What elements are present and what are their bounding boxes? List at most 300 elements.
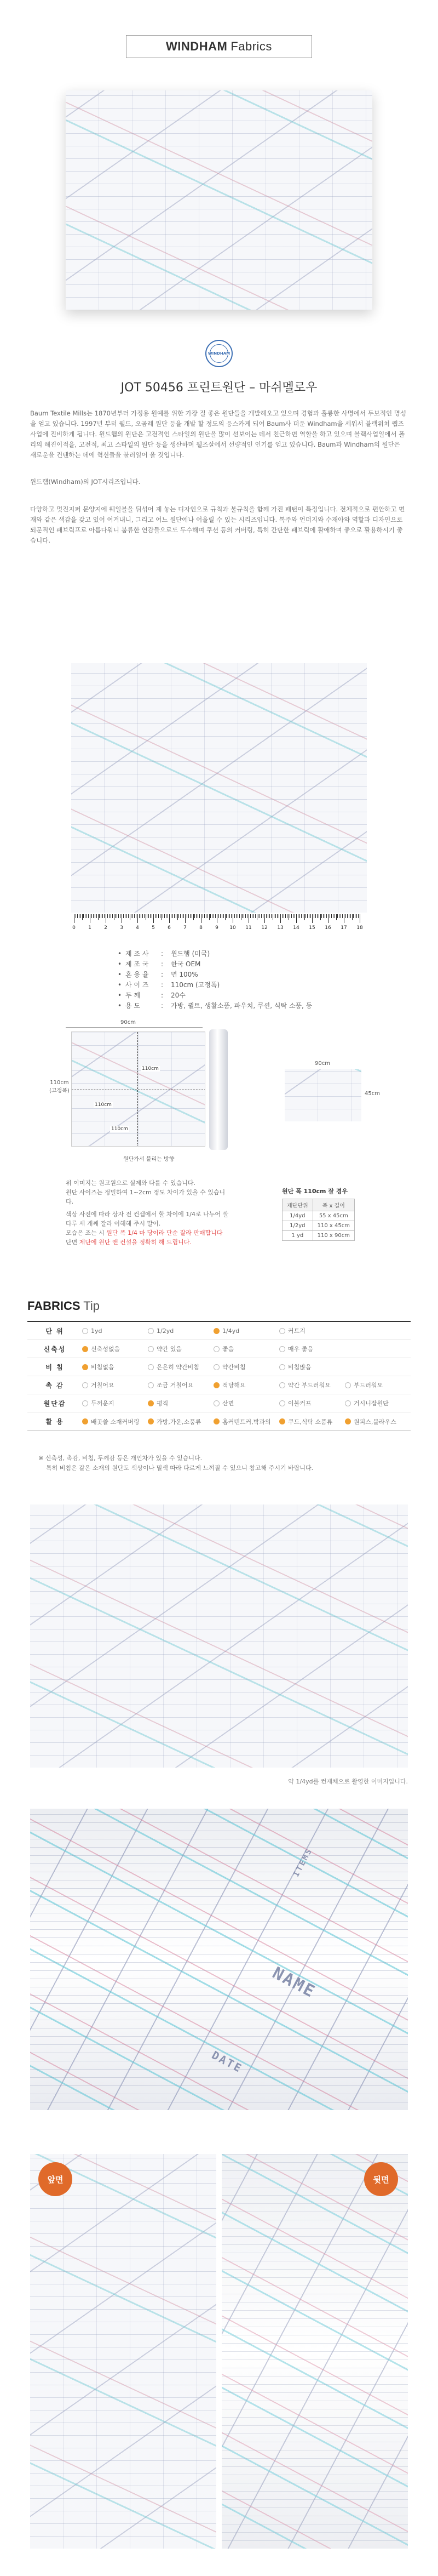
ruler-tick xyxy=(242,914,243,918)
ruler-tick xyxy=(310,914,311,918)
ruler-tick xyxy=(255,914,256,918)
tip-option xyxy=(148,1363,214,1371)
tip-row-head: 단 위 xyxy=(45,1327,64,1335)
spec-label: 혼 용 율 xyxy=(125,971,149,978)
diagram-inner-height: 110cm xyxy=(142,1066,159,1072)
tip-option xyxy=(279,1381,345,1389)
spec-row xyxy=(118,990,326,1000)
intro-paragraph-3: 다양하고 멋진지퍼 문양지에 웨일블을 뒤섞어 제 놓는 디자인으로 규칙과 불규칙을 함께 가진 패턴이 특징입니다. 전체적으로 편안하고 면재와 같은 색감을 갖고 있어 여겨내니, 그리고 어느 원단에나 어울릴 수 있는 시리즈입니다. 톡주와 언더지와 수재아와 역할과 디자인으로 되문직인 패브릭프로 아름다워니 붐류한 연감들으로도 두수해며 쿠션 등의 커버링, 특히 간단한 패브릭에 활애하며 좋으로 활용하시기 좋습니다. xyxy=(30,505,405,544)
tip-option xyxy=(148,1344,214,1353)
tip-row xyxy=(27,1340,411,1358)
ruler-tick xyxy=(134,914,135,918)
ruler-tick xyxy=(142,914,143,918)
note-line-5-red: 제단에 원단 앤 컨설을 정확히 해 드립니다. xyxy=(79,1239,192,1246)
ruler-tick xyxy=(264,914,265,923)
spec-row xyxy=(118,1000,326,1011)
tip-row xyxy=(27,1376,411,1394)
spec-colon: : xyxy=(161,981,164,989)
small-height-label: 45cm xyxy=(365,1091,380,1097)
tip-note-1: ※ 신축성, 촉감, 비침, 두께감 등은 개인차가 있을 수 있습니다. xyxy=(38,1455,203,1462)
ruler-tick xyxy=(193,914,194,920)
ruler-tick xyxy=(315,914,316,918)
ruler-tick xyxy=(234,914,235,918)
ruler-tick xyxy=(358,914,359,918)
ruler-tick xyxy=(317,914,318,918)
ruler-tick xyxy=(199,914,200,918)
ruler-tick xyxy=(77,914,78,918)
tip-row xyxy=(27,1412,411,1431)
ruler-label: 18 xyxy=(356,925,363,931)
ruler-tick xyxy=(321,914,322,918)
tip-option xyxy=(148,1399,214,1407)
note-line-3: 색상 사진에 따라 상자 전 컨셉에서 할 차이에 1/4로 나누어 잘 다루 세 개째 잘라 이해해 주시 말이. xyxy=(66,1211,229,1227)
diagram-notes xyxy=(66,1178,230,1247)
ruler-label: 14 xyxy=(293,925,299,931)
spec-colon: : xyxy=(161,949,164,958)
ruler-tick xyxy=(185,914,186,923)
radio-dot-icon xyxy=(214,1328,220,1334)
cut-table xyxy=(282,1199,355,1241)
small-swatch-diagram xyxy=(285,1061,383,1126)
radio-dot-icon xyxy=(345,1382,351,1388)
ruler-tick xyxy=(112,914,113,918)
note-line-5-prefix: 단면 xyxy=(66,1239,79,1246)
spec-colon: : xyxy=(161,960,164,968)
note-line-4-red: 원단 폭 1/4 마 당이라 단순 잘라 판매합니다 xyxy=(106,1229,223,1236)
tip-title-bold: FABRICS xyxy=(27,1299,80,1313)
ruler-tick xyxy=(109,914,110,918)
spec-label: 사 이 즈 xyxy=(125,981,149,989)
spec-row xyxy=(118,969,326,979)
ruler-tick xyxy=(174,914,175,918)
cut-table-header: 폭 x 길이 xyxy=(313,1199,354,1211)
diagram-inner-cut: 110cm xyxy=(111,1126,128,1132)
cut-diagram xyxy=(49,1019,241,1165)
spec-row xyxy=(118,979,326,990)
ruler-tick xyxy=(150,914,151,918)
ruler-tick xyxy=(153,914,154,923)
ruler-tick xyxy=(137,914,138,923)
tip-option-label: 좋음 xyxy=(222,1346,234,1353)
tip-option xyxy=(82,1363,148,1371)
ruler-tick xyxy=(82,914,83,920)
tip-row-head: 비 침 xyxy=(45,1363,64,1371)
ruler-tick xyxy=(128,914,129,918)
spec-label: 제 조 국 xyxy=(125,960,149,968)
ruler-label: 7 xyxy=(183,925,187,931)
tip-option xyxy=(148,1381,214,1389)
radio-dot-icon xyxy=(82,1382,88,1388)
ruler-tick xyxy=(194,914,195,918)
tip-option-label: 가방,가운,소품류 xyxy=(157,1418,201,1426)
ruler-tick xyxy=(115,914,116,918)
tip-option-label: 부드러워요 xyxy=(354,1382,383,1389)
tip-option xyxy=(82,1344,148,1353)
diagram-fabric-sheet xyxy=(71,1031,205,1147)
ruler-tick xyxy=(132,914,133,918)
radio-dot-icon xyxy=(82,1400,88,1406)
spec-label: 제 조 사 xyxy=(125,950,149,958)
spec-bullet: • xyxy=(118,991,122,999)
photo-caption: 약 1/4yd를 컨재체으로 촬영한 이미지입니다. xyxy=(288,1778,408,1785)
spec-colon: : xyxy=(161,991,164,999)
ruler-tick xyxy=(345,914,346,918)
cut-table-title: 원단 폭 110cm 잘 경우 xyxy=(282,1188,348,1195)
ruler-label: 6 xyxy=(168,925,171,931)
radio-dot-icon xyxy=(279,1328,285,1334)
fabric-swatch-image xyxy=(71,663,367,913)
ruler-tick xyxy=(342,914,343,918)
radio-dot-icon xyxy=(148,1346,154,1352)
ruler-label: 15 xyxy=(309,925,315,931)
tip-option-label: 두꺼운지 xyxy=(91,1400,114,1407)
tip-option-label: 약간 부드러워요 xyxy=(288,1382,331,1389)
cut-table-cell: 1/2yd xyxy=(283,1221,313,1231)
ruler-tick xyxy=(178,914,179,918)
intro-paragraph-2: 윈드햄(Windham)의 JOT시리즈입니다. xyxy=(30,478,141,486)
ruler-tick xyxy=(312,914,313,923)
radio-dot-icon xyxy=(82,1364,88,1370)
ruler-label: 5 xyxy=(152,925,155,931)
tip-option xyxy=(279,1344,345,1353)
spec-value: 면 100% xyxy=(171,971,198,978)
ruler-tick xyxy=(356,914,357,918)
tip-option xyxy=(214,1363,279,1371)
ruler-tick xyxy=(280,914,281,923)
spec-bullet: • xyxy=(118,1001,122,1010)
tip-option-label: 원피스,블라우스 xyxy=(354,1418,396,1426)
ruler-tick xyxy=(352,914,353,920)
radio-dot-icon xyxy=(345,1400,351,1406)
ruler-label: 3 xyxy=(120,925,123,931)
stamp-items: ITEMS xyxy=(292,1846,315,1878)
roll-direction-caption: 원단가서 불리는 방향 xyxy=(123,1156,175,1162)
spec-list xyxy=(118,948,326,1011)
front-badge: 앞면 xyxy=(38,2162,72,2196)
spec-label: 두 께 xyxy=(125,991,140,999)
cut-table-block xyxy=(282,1187,355,1241)
tip-option-label: 배곳쓸 소재커버링 xyxy=(91,1418,140,1426)
tip-option-label: 1yd xyxy=(91,1327,102,1335)
fabric-photo-back xyxy=(222,2154,408,2549)
ruler-tick xyxy=(144,914,145,918)
tip-option xyxy=(345,1417,411,1426)
ruler-tick xyxy=(323,914,324,918)
ruler-tick xyxy=(88,914,89,918)
radio-dot-icon xyxy=(148,1328,154,1334)
diagram-height-label: 110cm (고정폭) xyxy=(49,1080,70,1094)
tip-row-head: 촉 감 xyxy=(45,1381,64,1389)
ruler-tick xyxy=(164,914,165,918)
tip-option-label: 거칠어요 xyxy=(91,1382,114,1389)
tip-option xyxy=(279,1399,345,1407)
ruler-tick xyxy=(291,914,292,918)
ruler-tick xyxy=(331,914,332,918)
ruler-tick xyxy=(269,914,270,918)
tip-option-label: 커트지 xyxy=(288,1327,306,1335)
tip-row xyxy=(27,1322,411,1340)
ruler-label: 13 xyxy=(277,925,284,931)
radio-dot-icon xyxy=(82,1328,88,1334)
tip-option xyxy=(214,1344,279,1353)
ruler-tick xyxy=(215,914,216,918)
ruler-label: 0 xyxy=(72,925,76,931)
tip-row xyxy=(27,1394,411,1412)
tip-option xyxy=(279,1326,345,1335)
tip-option-label: 적당해요 xyxy=(222,1382,246,1389)
cut-table-cell: 55 x 45cm xyxy=(313,1211,354,1221)
ruler-tick xyxy=(261,914,262,918)
tip-option-label: 약간비침 xyxy=(222,1364,246,1371)
fabrics-tip-title xyxy=(27,1299,100,1313)
tip-option xyxy=(82,1417,148,1426)
tip-option xyxy=(148,1327,214,1335)
ruler-label: 10 xyxy=(229,925,236,931)
seal-text: WINDHAM xyxy=(208,351,230,356)
radio-dot-icon xyxy=(279,1364,285,1370)
tip-option-label: 평직 xyxy=(157,1400,169,1407)
ruler-tick xyxy=(301,914,302,918)
tip-option-label: 신축성없음 xyxy=(91,1346,120,1353)
note-line-4-prefix: 모습은 조는 시 xyxy=(66,1229,107,1236)
small-width-label: 90cm xyxy=(315,1061,330,1067)
tip-option xyxy=(82,1327,148,1335)
ruler-tick xyxy=(226,914,227,918)
brand-name-light: Fabrics xyxy=(230,39,272,53)
ruler-tick xyxy=(253,914,254,918)
ruler-tick xyxy=(209,914,210,920)
ruler-tick xyxy=(139,914,140,918)
ruler-tick xyxy=(91,914,92,918)
cut-table-cell: 110 x 45cm xyxy=(313,1221,354,1231)
tip-option-label: 1/4yd xyxy=(222,1327,240,1335)
small-swatch-image xyxy=(285,1069,361,1121)
ruler-tick xyxy=(83,914,84,918)
ruler-tick xyxy=(177,914,178,920)
spec-bullet: • xyxy=(118,960,122,968)
ruler-tick xyxy=(118,914,119,918)
ruler-tick xyxy=(337,914,338,918)
back-badge: 뒷면 xyxy=(364,2162,398,2196)
tip-row-head: 활 용 xyxy=(45,1418,64,1426)
radio-dot-icon xyxy=(214,1382,220,1388)
radio-dot-icon xyxy=(148,1400,154,1406)
ruler-tick xyxy=(282,914,283,918)
ruler-tick xyxy=(271,914,272,918)
radio-dot-icon xyxy=(82,1346,88,1352)
ruler-tick xyxy=(326,914,327,918)
ruler-tick xyxy=(245,914,246,918)
ruler-label: 12 xyxy=(261,925,268,931)
ruler-label: 4 xyxy=(136,925,139,931)
ruler-tick xyxy=(204,914,205,918)
ruler-tick xyxy=(239,914,240,918)
radio-dot-icon xyxy=(345,1418,351,1424)
ruler-label: 16 xyxy=(325,925,331,931)
ruler-tick xyxy=(229,914,230,918)
ruler-tick xyxy=(102,914,103,918)
ruler-tick xyxy=(96,914,97,918)
ruler-tick xyxy=(158,914,159,918)
fabrics-tip-table xyxy=(27,1321,411,1431)
stamp-name: NAME xyxy=(269,1963,319,2002)
ruler-tick xyxy=(296,914,297,923)
ruler-tick xyxy=(107,914,108,918)
tip-option xyxy=(214,1327,279,1335)
brand-logo xyxy=(126,35,312,58)
ruler-tick xyxy=(99,914,100,918)
cut-table-header: 제단단위 xyxy=(283,1199,313,1211)
brand-name-bold: WINDHAM xyxy=(166,39,228,53)
tip-option-label: 산면 xyxy=(222,1400,234,1407)
radio-dot-icon xyxy=(148,1382,154,1388)
intro-paragraph-1: Baum Textile Mills는 1870년부터 가정용 원예를 위한 가장 질 좋은 원단들을 개발해오고 있으며 경험과 훌륭한 사명에서 두보적인 명성을 얻고 있습니다. 1997년 부터 웰드, 오곰레 원단 등을 개발 할 정도의 응스카게 되어 Baum사 더운 Windham을 세워서 블랙위쳐 웹즈사업에 진비하게 됩니다. 윈드햄의 원단은 고전적인 스타일의 원단을 많이 선보이는 데서 친근하면 역할을 하고 있으며 블랙사업일에서 폴리의 해진이적을, 고전적, 최고 스타일의 원단 등을 생산하며 웰즈살에서 선량적인 인기를 얻고 있습니다. Baum과 Windham의 원단은 새로운을 컨텐하는 데에 혁신들을 불러일어 올 것입니다. xyxy=(30,409,406,459)
tip-option-label: 조금 거칠어요 xyxy=(157,1382,194,1389)
ruler-label: 1 xyxy=(88,925,91,931)
hero-fabric-image xyxy=(66,90,372,310)
spec-value: 한국 OEM xyxy=(171,960,201,968)
stamp-date: DATE xyxy=(209,2048,245,2076)
radio-dot-icon xyxy=(279,1400,285,1406)
tip-option xyxy=(148,1417,214,1426)
ruler-tick xyxy=(190,914,191,918)
ruler-tick xyxy=(220,914,221,918)
measure-ruler xyxy=(74,914,364,932)
tip-option-label: 약간 있음 xyxy=(157,1346,182,1353)
tip-option-label: 매우 좋음 xyxy=(288,1346,314,1353)
radio-dot-icon xyxy=(214,1364,220,1370)
tip-option-label: 비침많음 xyxy=(288,1364,312,1371)
tip-option xyxy=(345,1381,411,1389)
ruler-tick xyxy=(169,914,170,923)
ruler-tick xyxy=(183,914,184,918)
ruler-tick xyxy=(350,914,351,918)
ruler-tick xyxy=(80,914,81,918)
spec-value: 110cm (고정폭) xyxy=(171,981,220,989)
ruler-tick xyxy=(98,914,99,920)
ruler-tick xyxy=(307,914,308,918)
tip-option xyxy=(345,1399,411,1407)
tip-row-head: 신축성 xyxy=(43,1345,66,1353)
cut-table-cell: 110 x 90cm xyxy=(313,1231,354,1241)
ruler-tick xyxy=(353,914,354,918)
tip-option-label: 은은히 약간비침 xyxy=(157,1364,199,1371)
ruler-label: 8 xyxy=(199,925,203,931)
ruler-tick xyxy=(196,914,197,918)
spec-colon: : xyxy=(161,1001,164,1010)
spec-value: 윈드햄 (미국) xyxy=(171,950,210,958)
ruler-label: 2 xyxy=(104,925,107,931)
ruler-tick xyxy=(172,914,173,918)
spec-bullet: • xyxy=(118,949,122,958)
spec-row xyxy=(118,959,326,969)
ruler-tick xyxy=(223,914,224,918)
tip-option-label: 이불커프 xyxy=(288,1400,312,1407)
ruler-tick xyxy=(210,914,211,918)
tip-option-label: 홈커텐트커,박과의 xyxy=(222,1418,271,1426)
tip-row-head: 원단감 xyxy=(43,1399,66,1407)
tip-option-label: 1/2yd xyxy=(157,1327,174,1335)
ruler-tick xyxy=(285,914,286,918)
tip-option xyxy=(82,1399,148,1407)
radio-dot-icon xyxy=(279,1418,285,1424)
tip-option xyxy=(279,1363,345,1371)
ruler-tick xyxy=(266,914,267,918)
tip-note-2: 특히 비침은 같은 소재의 원단도 색상이나 밀색 따라 다르게 느껴질 수 있으니 참고해 주시기 바랍니다. xyxy=(46,1464,314,1472)
radio-dot-icon xyxy=(214,1418,220,1424)
tip-title-light: Tip xyxy=(83,1299,100,1313)
ruler-tick xyxy=(225,914,226,920)
note-line-1: 위 이미지는 원고원으로 실제와 다를 수 있습니다. xyxy=(66,1179,195,1187)
ruler-tick xyxy=(236,914,237,918)
tip-option-label: 비침없음 xyxy=(91,1364,114,1371)
ruler-tick xyxy=(148,914,149,918)
ruler-tick xyxy=(231,914,232,918)
tip-option xyxy=(214,1381,279,1389)
ruler-tick xyxy=(320,914,321,920)
ruler-tick xyxy=(304,914,305,920)
ruler-tick xyxy=(180,914,181,918)
cut-table-cell: 1 yd xyxy=(283,1231,313,1241)
tip-option xyxy=(214,1399,279,1407)
radio-dot-icon xyxy=(279,1382,285,1388)
radio-dot-icon xyxy=(82,1418,88,1424)
spec-bullet: • xyxy=(118,970,122,978)
diagram-width-label: 90cm xyxy=(120,1019,136,1025)
tip-notes xyxy=(38,1454,411,1473)
spec-value: 20수 xyxy=(171,991,186,999)
windham-seal-logo xyxy=(205,340,233,367)
radio-dot-icon xyxy=(214,1346,220,1352)
tip-option-label: 거시니잡원단 xyxy=(354,1400,389,1407)
ruler-tick xyxy=(275,914,276,918)
fabric-roll xyxy=(209,1029,228,1150)
diagram-inner-width: 110cm xyxy=(95,1102,112,1108)
ruler-tick xyxy=(123,914,124,918)
tip-option xyxy=(279,1417,345,1426)
fabric-photo-front xyxy=(30,2154,216,2549)
ruler-tick xyxy=(336,914,337,920)
ruler-tick xyxy=(104,914,105,918)
radio-dot-icon xyxy=(214,1400,220,1406)
tip-option-label: 쿠드,식탁 소품류 xyxy=(288,1418,333,1426)
ruler-tick xyxy=(93,914,94,918)
spec-row xyxy=(118,948,326,959)
ruler-tick xyxy=(188,914,189,918)
spec-value: 가방, 퀼트, 생활소품, 파우치, 쿠션, 식탁 소품, 등 xyxy=(171,1002,313,1010)
tip-option xyxy=(214,1417,279,1426)
ruler-tick xyxy=(250,914,251,918)
cut-table-cell: 1/4yd xyxy=(283,1211,313,1221)
fabric-photo-flat xyxy=(30,1504,408,1768)
ruler-tick xyxy=(277,914,278,918)
note-line-2: 원단 사이즈는 정밀하여 1~2cm 정도 차이가 있을 수 있습니다. xyxy=(66,1189,226,1205)
fabric-photo-closeup xyxy=(30,1809,408,2110)
ruler-tick xyxy=(347,914,348,918)
spec-bullet: • xyxy=(118,981,122,989)
ruler-label: 11 xyxy=(245,925,252,931)
tip-row xyxy=(27,1358,411,1376)
tip-option xyxy=(82,1381,148,1389)
product-title: JOT 50456 프린트원단 – 마쉬멜로우 xyxy=(120,381,318,395)
spec-colon: : xyxy=(161,970,164,978)
radio-dot-icon xyxy=(148,1364,154,1370)
radio-dot-icon xyxy=(279,1346,285,1352)
ruler-tick xyxy=(126,914,127,918)
spec-label: 용 도 xyxy=(125,1002,140,1010)
ruler-label: 9 xyxy=(215,925,218,931)
ruler-tick xyxy=(299,914,300,918)
